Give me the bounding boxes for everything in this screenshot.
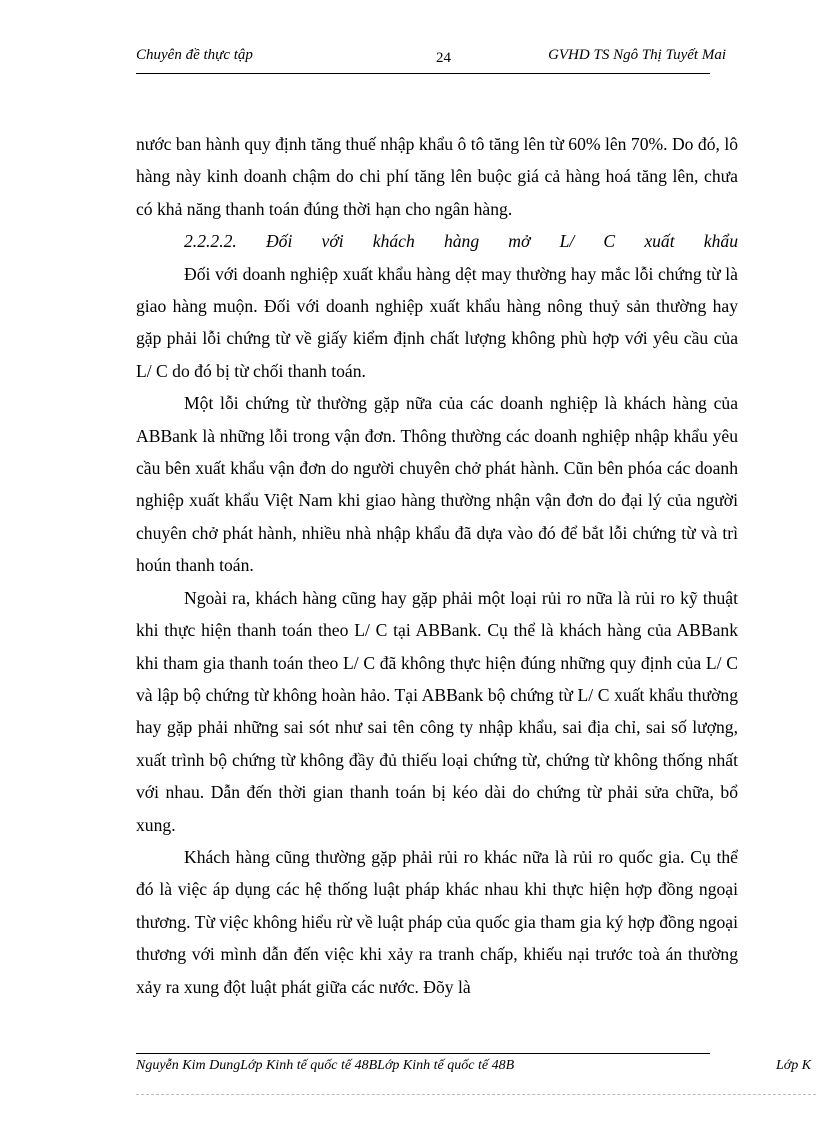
footer-class: Lớp K xyxy=(776,1058,812,1073)
paragraph-5: Khách hàng cũng thường gặp phải rủi ro khác nữa là rủi ro quốc gia. Cụ thể đó là việc áp dụng các hệ thống luật pháp khác nhau khi thực hiện hợp đồng ngoại thương. Từ việc không hiểu rừ về luật pháp của quốc gia tham gia ký hợp đồng ngoại thương với mình dẫn đến việc khi xảy ra tranh chấp, khiếu nại trước toà án thường xảy ra xung đột luật phát giữa các nước. Đõy là xyxy=(136,846,738,997)
header-title: Chuyên đề thực tập xyxy=(136,47,253,63)
header-advisor: GVHD TS Ngô Thị Tuyết Mai xyxy=(548,47,726,63)
header-divider-dashed xyxy=(610,73,710,74)
paragraph-4: Ngoài ra, khách hàng cũng hay gặp phải một loại rủi ro nữa là rủi ro kỹ thuật khi thực hiện thanh toán theo L/ C tại ABBank. Cụ thể là khách hàng của ABBank khi tham gia thanh toán theo L/ C đã không thực hiện đúng những quy định của L/ C và lập bộ chứng từ không hoàn hảo. Tại ABBank bộ chứng từ L/ C xuất khẩu thường hay gặp phải những sai sót như sai tên công ty nhập khẩu, sai địa chỉ, sai số lượng, xuất trình bộ chứng từ không đầy đủ thiếu loại chứng từ, chứng từ không thống nhất với nhau. Dẫn đến thời gian thanh toán bị kéo dài do chứng từ phải sửa chữa, bổ xung. xyxy=(136,587,738,835)
paragraph-2: Đối với doanh nghiệp xuất khẩu hàng dệt may thường hay mắc lỗi chứng từ là giao hàng muộn. Đối với doanh nghiệp xuất khẩu hàng nông thuỷ sản thường hay gặp phải lỗi chứng từ về giấy kiểm định chất lượng không phù hợp với yêu cầu của L/ C do đó bị từ chối thanh toán. xyxy=(136,263,738,381)
page-number: 24 xyxy=(436,50,451,66)
footer-divider xyxy=(136,1053,710,1054)
section-heading: 2.2.2.2. Đối với khách hàng mở L/ C xuất khẩu xyxy=(184,231,738,252)
paragraph-3: Một lỗi chứng từ thường gặp nữa của các doanh nghiệp là khách hàng của ABBank là những lỗi trong vận đơn. Thông thường các doanh nghiệp nhập khẩu yêu cầu bên xuất khẩu vận đơn do người chuyên chở phát hành. Cũn bên phóa các doanh nghiệp xuất khẩu Việt Nam khi giao hàng thường nhận vận đơn do đại lý của người chuyên chở phát hành, nhiều nhà nhập khẩu đã dựa vào đó để bắt lỗi chứng từ và trì hoún thanh toán. xyxy=(136,393,738,576)
footer-author: Nguyễn Kim DungLớp Kinh tế quốc tế 48BLớp Kinh tế quốc tế 48B xyxy=(136,1058,515,1073)
paragraph-1: nước ban hành quy định tăng thuế nhập khẩu ô tô tăng lên từ 60% lên 70%. Do đó, lô hàng này kinh doanh chậm do chi phí tăng lên buộc giá cả hàng hoá tăng lên, chưa có khả năng thanh toán đúng thời hạn cho ngân hàng. xyxy=(136,134,738,219)
document-body xyxy=(136,128,738,1003)
page-header xyxy=(136,47,726,69)
footer-divider-dashed xyxy=(136,1094,816,1095)
